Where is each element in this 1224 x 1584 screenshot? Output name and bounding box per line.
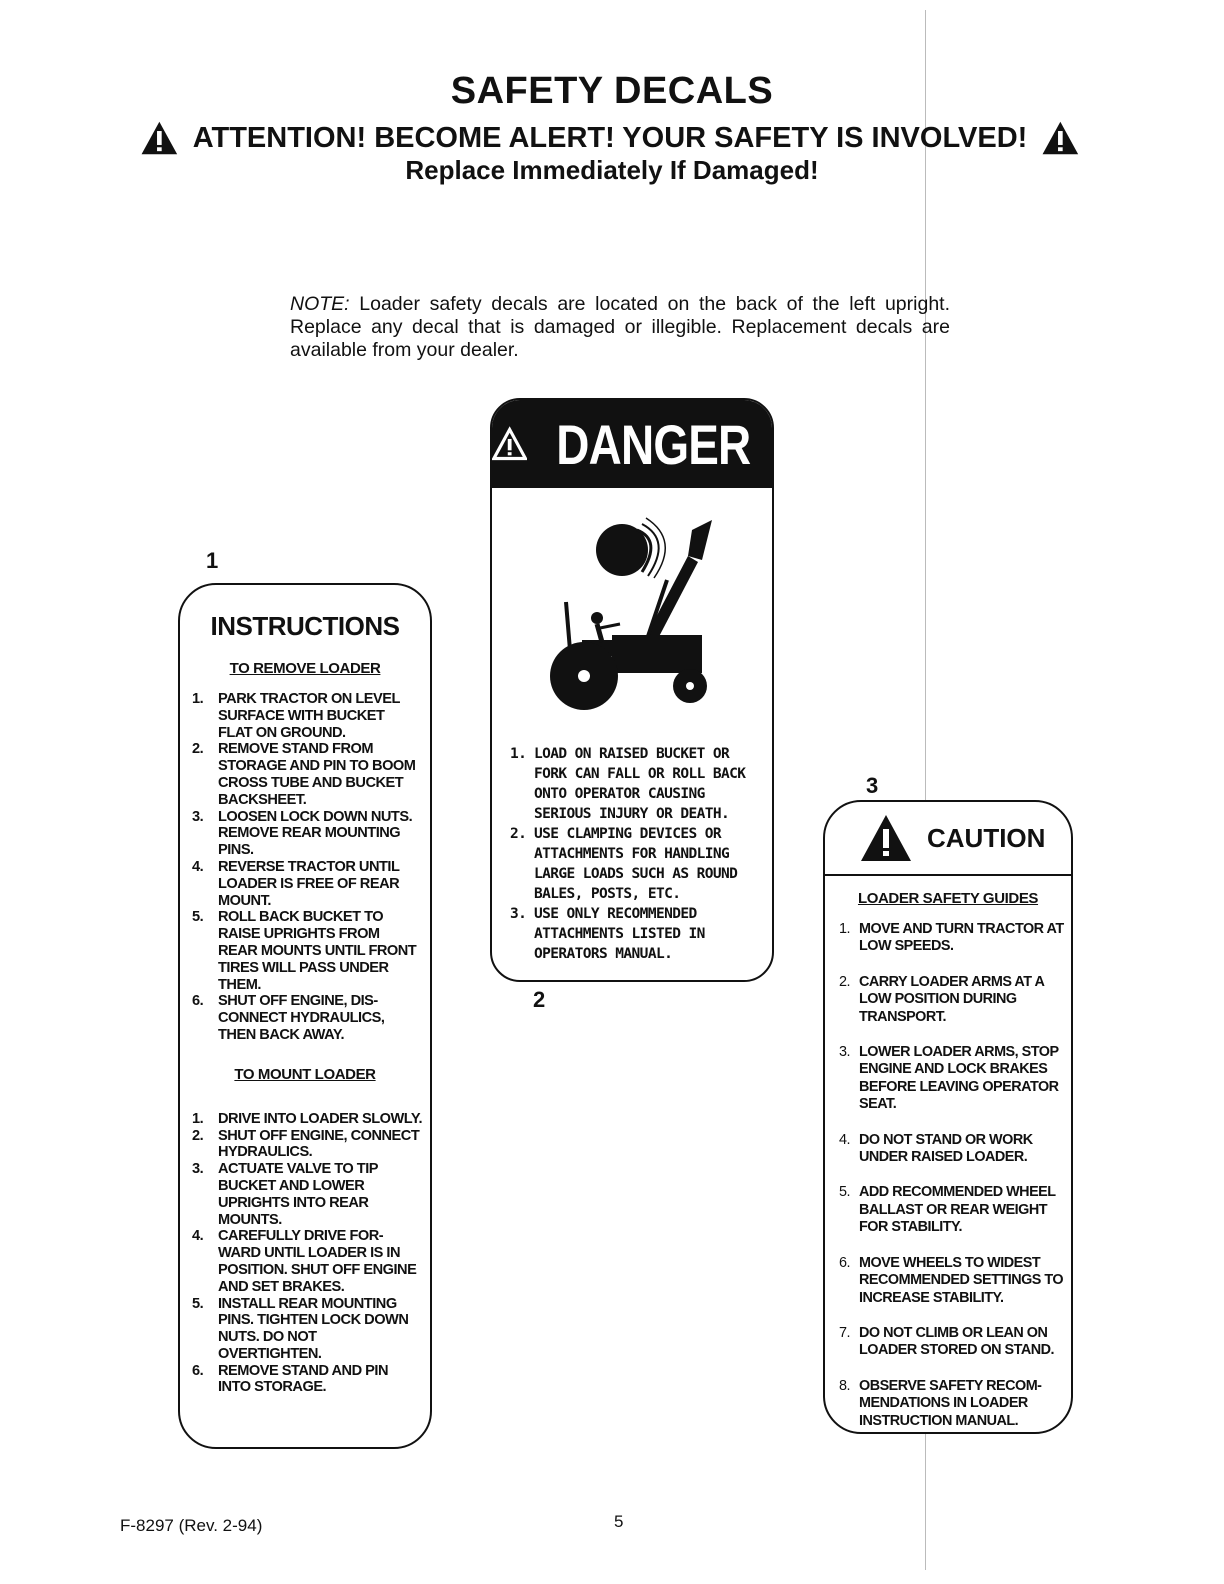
page-title: SAFETY DECALS <box>450 70 774 112</box>
item-text: REMOVE STAND AND PIN INTO STORAGE. <box>218 1362 388 1396</box>
attention-banner <box>140 116 1080 160</box>
mount-step <box>192 1128 422 1162</box>
item-number: 3. <box>192 808 204 825</box>
tractor-rollback-illustration-icon <box>542 510 727 720</box>
caution-title: CAUTION <box>927 822 1046 853</box>
item-text: CAREFULLY DRIVE FOR-WARD UNTIL LOADER IS IN POSITION. SHUT OFF ENGINE AND SET BRAKES. <box>218 1228 417 1295</box>
safety-guide-item <box>839 1255 1065 1307</box>
page-number: 5 <box>614 1512 624 1531</box>
decal-1-title: INSTRUCTIONS <box>210 611 400 641</box>
mount-loader-heading: TO MOUNT LOADER <box>234 1065 376 1083</box>
item-text: USE ONLY RECOMMENDED ATTACHMENTS LISTED IN OPERATORS MANUAL. <box>534 906 705 962</box>
decal-caution <box>823 800 1073 1434</box>
note-label: NOTE: <box>290 293 350 315</box>
note-text: Loader safety decals are located on the back of the left upright. Replace any decal that is damaged or illegible. Replacement decals are available from your dealer. <box>290 293 950 361</box>
item-number: 1. <box>510 746 527 762</box>
safety-guides-list <box>825 921 1071 1430</box>
danger-item <box>510 744 766 824</box>
decal-instructions <box>178 583 432 1449</box>
safety-guide-item <box>839 921 1065 956</box>
caution-header <box>825 802 1071 876</box>
item-text: REMOVE STAND FROM STORAGE AND PIN TO BOOM CROSS TUBE AND BUCKET BACKSHEET. <box>218 741 416 808</box>
safety-guide-item <box>839 1044 1065 1114</box>
remove-step <box>192 909 422 993</box>
item-number: 3. <box>192 1161 204 1178</box>
item-number: 2. <box>192 741 204 758</box>
decal-1-number: 1 <box>206 548 219 573</box>
decal-2-number: 2 <box>533 987 546 1012</box>
item-text: MOVE AND TURN TRACTOR AT LOW SPEEDS. <box>859 921 1064 955</box>
caution-triangle-icon <box>859 813 913 863</box>
item-text: LOOSEN LOCK DOWN NUTS. REMOVE REAR MOUNTING PINS. <box>218 808 413 859</box>
item-text: MOVE WHEELS TO WIDEST RECOMMENDED SETTINGS TO INCREASE STABILITY. <box>859 1254 1064 1306</box>
item-number: 6. <box>192 1362 204 1379</box>
item-number: 5. <box>839 1184 851 1201</box>
item-text: PARK TRACTOR ON LEVEL SURFACE WITH BUCKET FLAT ON GROUND. <box>218 691 400 741</box>
item-text: SHUT OFF ENGINE, CONNECT HYDRAULICS. <box>218 1127 420 1161</box>
danger-header <box>492 400 772 488</box>
safety-guide-item <box>839 1378 1065 1430</box>
item-number: 2. <box>839 973 851 990</box>
item-number: 3. <box>839 1044 851 1061</box>
item-number: 4. <box>839 1131 851 1148</box>
item-text: DRIVE INTO LOADER SLOWLY. <box>218 1110 422 1127</box>
safety-guide-item <box>839 1325 1065 1360</box>
item-text: LOAD ON RAISED BUCKET OR FORK CAN FALL OR ROLL BACK ONTO OPERATOR CAUSING SERIOUS INJURY OR DEATH. <box>534 746 746 822</box>
decal-danger <box>490 398 774 982</box>
item-text: DO NOT CLIMB OR LEAN ON LOADER STORED ON STAND. <box>859 1324 1055 1359</box>
item-text: CARRY LOADER ARMS AT A LOW POSITION DURING TRANSPORT. <box>859 973 1044 1025</box>
mount-step <box>192 1111 422 1128</box>
mount-step <box>192 1228 422 1295</box>
danger-title: DANGER <box>556 412 751 476</box>
mount-step <box>192 1296 422 1363</box>
mount-loader-steps <box>180 1111 430 1397</box>
note-paragraph <box>290 293 950 362</box>
item-number: 4. <box>192 1228 204 1245</box>
item-text: INSTALL REAR MOUNTING PINS. TIGHTEN LOCK DOWN NUTS. DO NOT OVERTIGHTEN. <box>218 1295 409 1362</box>
item-text: ACTUATE VALVE TO TIP BUCKET AND LOWER UPRIGHTS INTO REAR MOUNTS. <box>218 1161 378 1228</box>
danger-items <box>510 744 766 964</box>
remove-step <box>192 993 422 1043</box>
safety-guide-item <box>839 1184 1065 1236</box>
remove-step <box>192 741 422 808</box>
remove-loader-heading: TO REMOVE LOADER <box>229 660 381 677</box>
danger-item <box>510 904 766 964</box>
remove-step <box>192 809 422 859</box>
mount-step <box>192 1363 422 1397</box>
item-number: 3. <box>510 906 527 922</box>
item-number: 1. <box>839 921 851 937</box>
item-number: 1. <box>192 1110 204 1127</box>
safety-guide-item <box>839 974 1065 1026</box>
item-text: DO NOT STAND OR WORK UNDER RAISED LOADER. <box>859 1131 1033 1166</box>
loader-safety-guides-heading: LOADER SAFETY GUIDES <box>857 890 1039 907</box>
danger-item <box>510 824 766 904</box>
item-number: 7. <box>839 1324 851 1341</box>
attention-text: ATTENTION! BECOME ALERT! YOUR SAFETY IS INVOLVED! <box>192 121 1028 154</box>
item-text: SHUT OFF ENGINE, DIS-CONNECT HYDRAULICS, THEN BACK AWAY. <box>218 993 385 1043</box>
remove-loader-steps <box>180 691 430 1044</box>
item-text: ADD RECOMMENDED WHEEL BALLAST OR REAR WEIGHT FOR STABILITY. <box>859 1184 1056 1236</box>
item-number: 4. <box>192 858 204 875</box>
item-number: 1. <box>192 691 204 707</box>
item-text: ROLL BACK BUCKET TO RAISE UPRIGHTS FROM REAR MOUNTS UNTIL FRONT TIRES WILL PASS UNDER THEM. <box>218 909 417 993</box>
danger-triangle-icon <box>492 418 527 470</box>
item-number: 5. <box>192 1295 204 1312</box>
item-number: 5. <box>192 909 204 926</box>
replace-subtitle: Replace Immediately If Damaged! <box>405 155 819 185</box>
item-number: 6. <box>192 993 204 1010</box>
item-text: LOWER LOADER ARMS, STOP ENGINE AND LOCK BRAKES BEFORE LEAVING OPERATOR SEAT. <box>859 1044 1059 1113</box>
remove-step <box>192 859 422 909</box>
form-number: F-8297 (Rev. 2-94) <box>120 1516 263 1535</box>
item-text: OBSERVE SAFETY RECOM-MENDATIONS IN LOADER INSTRUCTION MANUAL. <box>859 1377 1042 1429</box>
item-number: 2. <box>192 1127 204 1144</box>
mount-step <box>192 1161 422 1228</box>
decal-3-number: 3 <box>866 773 879 798</box>
safety-guide-item <box>839 1132 1065 1167</box>
item-number: 6. <box>839 1254 851 1271</box>
item-number: 8. <box>839 1377 851 1394</box>
item-text: REVERSE TRACTOR UNTIL LOADER IS FREE OF REAR MOUNT. <box>218 858 400 909</box>
item-text: USE CLAMPING DEVICES OR ATTACHMENTS FOR HANDLING LARGE LOADS SUCH AS ROUND BALES, POSTS, ETC. <box>534 826 738 902</box>
remove-step <box>192 691 422 741</box>
item-number: 2. <box>510 826 527 842</box>
